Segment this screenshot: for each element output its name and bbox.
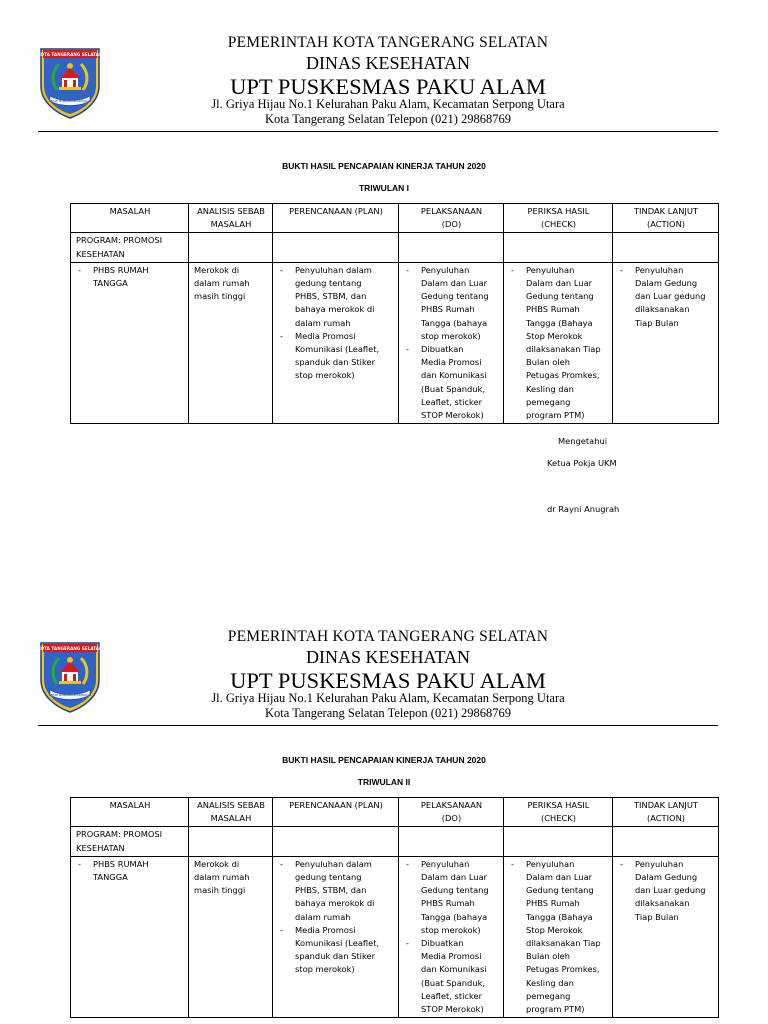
letterhead-city-phone: Kota Tangerang Selatan Telepon (021) 29868769 bbox=[265, 706, 511, 720]
header-perencanaan: PERENCANAAN (PLAN) bbox=[273, 798, 399, 827]
list-item: - Penyuluhan Dalam dan Luar Gedung tentang PHBS Rumah Tangga (bahaya stop merokok) bbox=[404, 264, 499, 343]
letterhead-government: PEMERINTAH KOTA TANGERANG SELATAN bbox=[227, 628, 549, 645]
letterhead-city-phone: Kota Tangerang Selatan Telepon (021) 29868769 bbox=[265, 112, 511, 126]
city-emblem bbox=[38, 46, 102, 120]
quarter-title: TRIWULAN I bbox=[358, 183, 410, 193]
letterhead-address: Jl. Griya Hijau No.1 Kelurahan Paku Alam, Kecamatan Serpong Utara bbox=[211, 97, 565, 111]
table-program-row bbox=[71, 233, 719, 262]
list-item: - Penyuluhan Dalam dan Luar Gedung tentang PHBS Rumah Tangga (bahaya stop merokok) bbox=[404, 858, 499, 937]
header-analisis: ANALISIS SEBAB MASALAH bbox=[189, 798, 273, 827]
letterhead-department: DINAS KESEHATAN bbox=[305, 53, 471, 73]
do-cell bbox=[399, 262, 504, 423]
letterhead-government: PEMERINTAH KOTA TANGERANG SELATAN bbox=[227, 34, 549, 51]
list-item: - Dibuatkan Media Promosi dan Komunikasi (Buat Spanduk, Leaflet, sticker STOP Merokok) bbox=[404, 937, 499, 1016]
city-emblem-logo bbox=[38, 46, 102, 120]
header-pelaksanaan: PELAKSANAAN (DO) bbox=[399, 204, 504, 233]
header-tindak: TINDAK LANJUT (ACTION) bbox=[613, 204, 719, 233]
list-item: - Penyuluhan Dalam dan Luar Gedung tentang PHBS Rumah Tangga (Bahaya Stop Merokok dilaksanakan Tiap Bulan oleh Petugas Promkes, Kesling dan pemegang program PTM) bbox=[509, 264, 608, 422]
check-cell bbox=[504, 856, 613, 1017]
header-periksa: PERIKSA HASIL (CHECK) bbox=[504, 204, 613, 233]
emblem-banner-text: KOTA TANGERANG SELATAN bbox=[38, 52, 102, 57]
letterhead-institution: UPT PUSKESMAS PAKU ALAM bbox=[230, 668, 546, 693]
list-item: - PHBS RUMAH TANGGA bbox=[76, 858, 184, 884]
letterhead-divider bbox=[38, 131, 718, 132]
list-item: - Penyuluhan Dalam Gedung dan Luar gedung dilaksanakan Tiap Bulan bbox=[618, 858, 714, 924]
header-analisis: ANALISIS SEBAB MASALAH bbox=[189, 204, 273, 233]
plan-cell bbox=[273, 262, 399, 423]
list-item: - Penyuluhan Dalam Gedung dan Luar gedung dilaksanakan Tiap Bulan bbox=[618, 264, 714, 330]
document-title: BUKTI HASIL PENCAPAIAN KINERJA TAHUN 2020 bbox=[282, 161, 486, 171]
table-program-row bbox=[71, 827, 719, 856]
letterhead-department: DINAS KESEHATAN bbox=[305, 647, 471, 667]
header-masalah: MASALAH bbox=[71, 798, 189, 827]
header-pelaksanaan: PELAKSANAAN (DO) bbox=[399, 798, 504, 827]
emblem-banner-text: KOTA TANGERANG SELATAN bbox=[38, 646, 102, 651]
masalah-cell bbox=[71, 856, 189, 1017]
table-row bbox=[71, 856, 719, 1017]
header-tindak: TINDAK LANJUT (ACTION) bbox=[613, 798, 719, 827]
document-title: BUKTI HASIL PENCAPAIAN KINERJA TAHUN 2020 bbox=[282, 755, 486, 765]
emblem-motto-text: SEHATI MEMBANGUN KEMAJUAN bbox=[49, 100, 91, 103]
analisis-cell: Merokok di dalam rumah masih tinggi bbox=[189, 262, 273, 423]
list-item: - Penyuluhan dalam gedung tentang PHBS, STBM, dan bahaya merokok di dalam rumah bbox=[278, 858, 394, 924]
letterhead-divider bbox=[38, 725, 718, 726]
header-periksa: PERIKSA HASIL (CHECK) bbox=[504, 798, 613, 827]
program-cell: PROGRAM: PROMOSI KESEHATAN bbox=[71, 827, 189, 856]
emblem-motto-text: SEHATI MEMBANGUN KEMAJUAN bbox=[49, 694, 91, 697]
table-row bbox=[71, 262, 719, 423]
list-item: - PHBS RUMAH TANGGA bbox=[76, 264, 184, 290]
city-emblem bbox=[38, 640, 102, 714]
pdca-table bbox=[70, 797, 719, 1018]
list-item: - Media Promosi Komunikasi (Leaflet, spanduk dan Stiker stop merokok) bbox=[278, 924, 394, 977]
plan-cell bbox=[273, 856, 399, 1017]
pdca-table bbox=[70, 203, 719, 424]
list-item: - Dibuatkan Media Promosi dan Komunikasi (Buat Spanduk, Leaflet, sticker STOP Merokok) bbox=[404, 343, 499, 422]
check-cell bbox=[504, 262, 613, 423]
table-header-row bbox=[71, 798, 719, 827]
do-cell bbox=[399, 856, 504, 1017]
city-emblem-logo bbox=[38, 640, 102, 714]
action-cell bbox=[613, 262, 719, 423]
signature-position: Ketua Pokja UKM bbox=[547, 458, 617, 468]
list-item: - Penyuluhan Dalam dan Luar Gedung tentang PHBS Rumah Tangga (Bahaya Stop Merokok dilaksanakan Tiap Bulan oleh Petugas Promkes, Kesling dan pemegang program PTM) bbox=[509, 858, 608, 1016]
quarter-title: TRIWULAN II bbox=[357, 777, 411, 787]
action-cell bbox=[613, 856, 719, 1017]
list-item: - Media Promosi Komunikasi (Leaflet, spanduk dan Stiker stop merokok) bbox=[278, 330, 394, 383]
table-header-row bbox=[71, 204, 719, 233]
program-cell: PROGRAM: PROMOSI KESEHATAN bbox=[71, 233, 189, 262]
masalah-cell bbox=[71, 262, 189, 423]
list-item: - Penyuluhan dalam gedung tentang PHBS, STBM, dan bahaya merokok di dalam rumah bbox=[278, 264, 394, 330]
letterhead-institution: UPT PUSKESMAS PAKU ALAM bbox=[230, 74, 546, 99]
signature-name: dr Rayni Anugrah bbox=[547, 504, 620, 514]
header-masalah: MASALAH bbox=[71, 204, 189, 233]
analisis-cell: Merokok di dalam rumah masih tinggi bbox=[189, 856, 273, 1017]
header-perencanaan: PERENCANAAN (PLAN) bbox=[273, 204, 399, 233]
letterhead-address: Jl. Griya Hijau No.1 Kelurahan Paku Alam, Kecamatan Serpong Utara bbox=[211, 691, 565, 705]
signature-acknowledged: Mengetahui bbox=[558, 436, 608, 446]
